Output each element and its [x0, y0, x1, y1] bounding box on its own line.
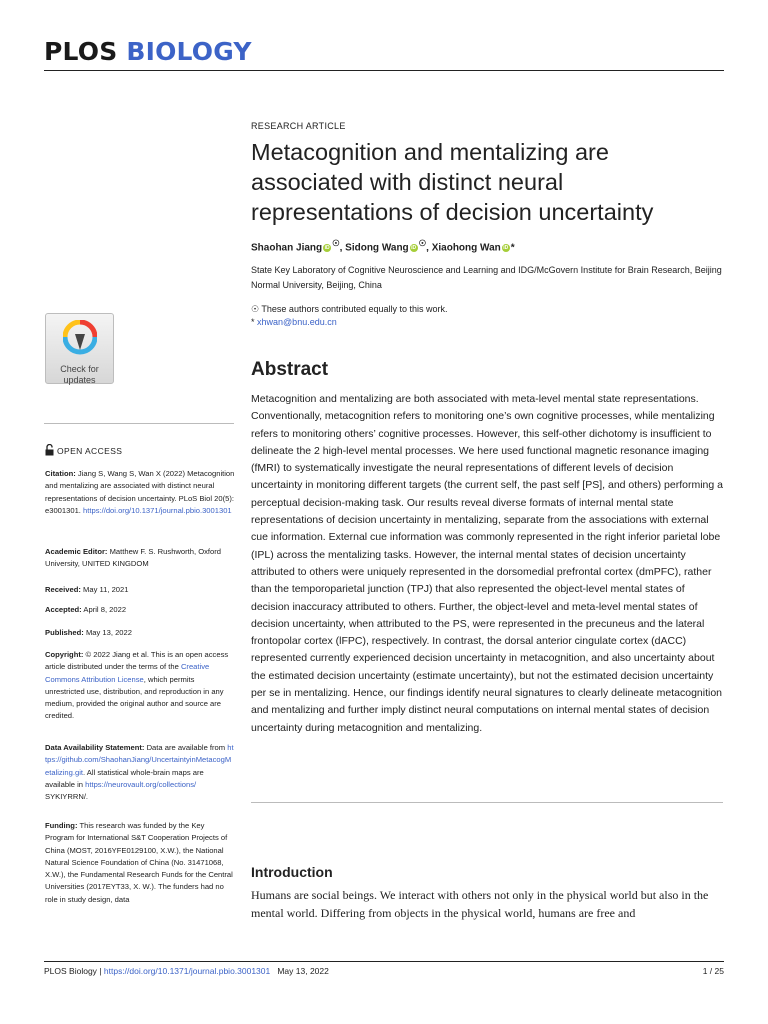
footer-citation: [44, 966, 329, 976]
data-availability-block: [45, 742, 235, 803]
equal-contribution-text: These authors contributed equally to this work.: [261, 304, 448, 314]
github-link[interactable]: https://github.com/ShaohanJiang/UncertaintyinMetacogMetalizing.git: [45, 743, 234, 777]
footer-date: May 13, 2022: [277, 966, 329, 976]
page-number: 1 / 25: [702, 966, 724, 976]
author-mark: *: [510, 242, 515, 254]
copyright-text-continued: , which permits unrestricted use, distribution, and reproduction in any medium, provided the original author and source are credited.: [45, 674, 224, 721]
footer-doi-link[interactable]: https://doi.org/10.1371/journal.pbio.3001301: [103, 966, 271, 976]
abstract-divider: [251, 802, 723, 803]
citation-text: Jiang S, Wang S, Wan X (2022) Metacognition and mentalizing are associated with distinct neural representations of decision uncertainty. PLoS Biol 20(5): e3001301.: [45, 469, 235, 515]
orcid-icon[interactable]: iD: [503, 244, 509, 251]
article-type: RESEARCH ARTICLE: [251, 121, 346, 131]
received-date: May 11, 2021: [83, 585, 129, 594]
neurovault-link[interactable]: https://neurovault.org/collections/: [85, 779, 197, 789]
journal-name-plos: PLOS: [44, 37, 118, 66]
abstract-text: Metacognition and mentalizing are both associated with meta-level mental state representations. Conventionally, metacognition refers to monitoring one’s own cognitive processes, while mentalizing refers to monitoring others’ cognitive processes. However, this self-other dichotomy is insufficient to delineate the 2 high-level mental processes. We here used functional magnetic resonance imaging (fMRI) to systematically investigate the neural representations of different levels of decision uncertainty in monitoring different targets (the current self, the past self [PS], and others) performing a perceptual decision-making task. Our results reveal diverse formats of internal mental state representations of decision uncertainty in mentalizing, separate from the associations with external cue information. External cue information was commonly represented in the right inferior parietal lobe (IPL) across the mentalizing tasks. However, the internal mental states of decision uncertainty attributed to others were uniquely represented in the dorsomedial prefrontal cortex (dmPFC), rather than the temporoparietal junction (TPJ) that also represented the object-level mental states of decision inaccuracy attributed to others. Further, the object-level and meta-level mental states of decision uncertainty, when attributed to the PS, were represented in the precuneus and the lateral frontopolar cortex (lFPC), respectively. In contrast, the dorsal anterior cingulate cortex (dACC) represented currently experienced decision uncertainty in metacognition, and also uncertainty about the estimated decision uncertainty (estimate uncertainty), but not the estimated decision uncertainty per se in mentalizing. Hence, our findings identify neural signatures to clearly delineate metacognition and mentalizing and further imply distinct neural computations on internal mental states of decision uncertainty during metacognition and mentalizing.: [251, 393, 723, 734]
copyright-block: [45, 649, 235, 723]
author-mark: ☉: [418, 238, 427, 248]
neurovault-collection-id: SYKIYRRN/.: [45, 792, 89, 802]
crossmark-icon: [63, 320, 97, 358]
header-divider: [44, 70, 724, 71]
editor-text: Matthew F. S. Rushworth, Oxford University, UNITED KINGDOM: [45, 547, 221, 569]
data-availability-text: Data are available from: [146, 743, 226, 752]
affiliation: State Key Laboratory of Cognitive Neuroscience and Learning and IDG/McGovern Institute for Brain Research, Beijing Normal University, Beijing, China: [251, 265, 722, 290]
funding-block: [45, 820, 235, 906]
introduction-text: Humans are social beings. We interact with others not only in the physical world but also in the mental world. Differing from objects in the physical world, humans are free and: [251, 888, 709, 920]
footer-divider: [44, 961, 724, 962]
journal-name-biology: BIOLOGY: [126, 37, 252, 66]
open-access-label: OPEN ACCESS: [45, 444, 235, 457]
equal-contribution-note: [251, 304, 723, 315]
editor-label: Academic Editor:: [45, 547, 108, 556]
corresponding-email: [251, 317, 723, 327]
author-name[interactable]: Sidong Wang: [345, 242, 409, 254]
published-block: [45, 627, 235, 639]
author-name[interactable]: Xiaohong Wan: [431, 242, 501, 254]
author-mark: ☉: [332, 238, 340, 248]
journal-logo: [44, 37, 252, 66]
abstract-heading: Abstract: [251, 359, 329, 380]
accepted-block: [45, 604, 235, 616]
citation-label: Citation:: [45, 469, 76, 478]
accepted-label: Accepted:: [45, 605, 82, 614]
published-label: Published:: [45, 628, 84, 637]
funding-text: This research was funded by the Key Program for International S&T Cooperation Projects of China (MOST, 2016YFE0129100, X.W.), the National Natural Science Foundation of China (No. 31471068, X.W.), the Fundamental Research Funds for the Central Universities (2017EYT33, X. W.). The funders had no role in study design, data: [45, 821, 233, 904]
copyright-label: Copyright:: [45, 650, 84, 659]
introduction-heading: Introduction: [251, 864, 333, 880]
asterisk-icon: *: [251, 317, 255, 327]
email-link[interactable]: xhwan@bnu.edu.cn: [257, 317, 337, 327]
equal-contribution-icon: ☉: [251, 304, 260, 314]
sidebar-divider: [44, 423, 234, 424]
data-availability-label: Data Availability Statement:: [45, 743, 145, 752]
badge-line2: updates: [63, 375, 96, 385]
accepted-date: April 8, 2022: [83, 605, 127, 614]
received-label: Received:: [45, 585, 81, 594]
orcid-icon[interactable]: iD: [324, 244, 330, 251]
orcid-icon[interactable]: iD: [411, 244, 417, 251]
author-list: Shaohan Jiang iD ☉, Sidong Wang iD ☉, Xiaohong Wan iD *: [251, 238, 515, 254]
citation-doi-link[interactable]: https://doi.org/10.1371/journal.pbio.3001301: [83, 505, 232, 515]
copyright-text: © 2022 Jiang et al. This is an open access article distributed under the terms of the: [45, 650, 229, 672]
license-link[interactable]: Creative Commons Attribution License: [45, 662, 210, 684]
footer-separator: |: [99, 966, 102, 976]
badge-line1: Check for: [60, 364, 99, 374]
published-date: May 13, 2022: [85, 628, 132, 637]
author-name[interactable]: Shaohan Jiang: [251, 242, 323, 254]
open-lock-icon: [45, 444, 54, 456]
citation-block: [45, 468, 235, 517]
footer-journal: PLOS Biology: [44, 966, 97, 976]
funding-label: Funding:: [45, 821, 78, 830]
received-block: [45, 584, 235, 596]
article-title: Metacognition and mentalizing are associated with distinct neural representations of decision uncertainty: [251, 139, 654, 225]
data-availability-text-continued: . All statistical whole-brain maps are available in: [45, 767, 204, 789]
academic-editor-block: [45, 546, 235, 571]
check-for-updates-badge[interactable]: [45, 313, 114, 384]
